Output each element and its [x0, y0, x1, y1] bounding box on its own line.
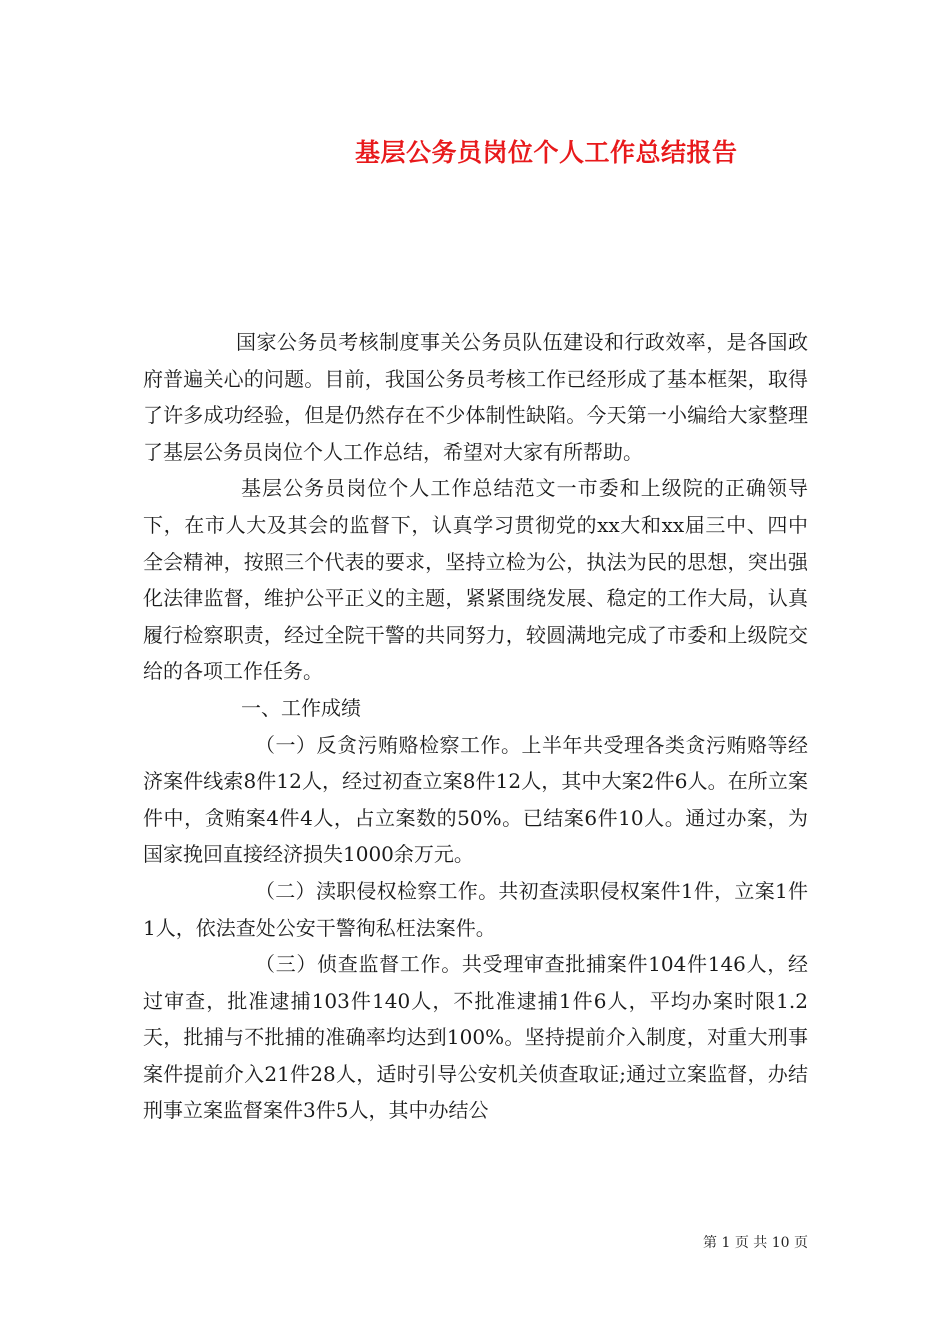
paragraph-item-1: （一）反贪污贿赂检察工作。上半年共受理各类贪污贿赂等经济案件线索8件12人，经过初查立案8件12人，其中大案2件6人。在所立案件中，贪贿案4件4人，占立案数的50%。已结案6件10人。通过办案，为国家挽回直接经济损失1000余万元。 [143, 732, 808, 867]
document-body [143, 324, 808, 1129]
document-title: 基层公务员岗位个人工作总结报告 [355, 138, 738, 167]
page-number: 第 1 页 共 10 页 [703, 1235, 808, 1251]
paragraph-intro: 国家公务员考核制度事关公务员队伍建设和行政效率，是各国政府普遍关心的问题。目前，我国公务员考核工作已经形成了基本框架，取得了许多成功经验，但是仍然存在不少体制性缺陷。今天第一小编给大家整理了基层公务员岗位个人工作总结，希望对大家有所帮助。 [143, 330, 808, 464]
paragraph-item-3: （三）侦查监督工作。共受理审查批捕案件104件146人，经过审查，批准逮捕103件140人，不批准逮捕1件6人，平均办案时限1.2天，批捕与不批捕的准确率均达到100%。坚持提前介入制度，对重大刑事案件提前介入21件28人，适时引导公安机关侦查取证;通过立案监督，办结刑事立案监督案件3件5人，其中办结公 [143, 952, 808, 1123]
section-heading: 一、工作成绩 [241, 695, 361, 720]
paragraph-item-2: （二）渎职侵权检察工作。共初查渎职侵权案件1件，立案1件1人，依法查处公安干警徇私枉法案件。 [143, 878, 808, 940]
paragraph-summary: 基层公务员岗位个人工作总结范文一市委和上级院的正确领导下，在市人大及其会的监督下，认真学习贯彻党的xx大和xx届三中、四中全会精神，按照三个代表的要求，坚持立检为公，执法为民的思想，突出强化法律监督，维护公平正义的主题，紧紧围绕发展、稳定的工作大局，认真履行检察职责，经过全院干警的共同努力，较圆满地完成了市委和上级院交给的各项工作任务。 [143, 476, 808, 684]
